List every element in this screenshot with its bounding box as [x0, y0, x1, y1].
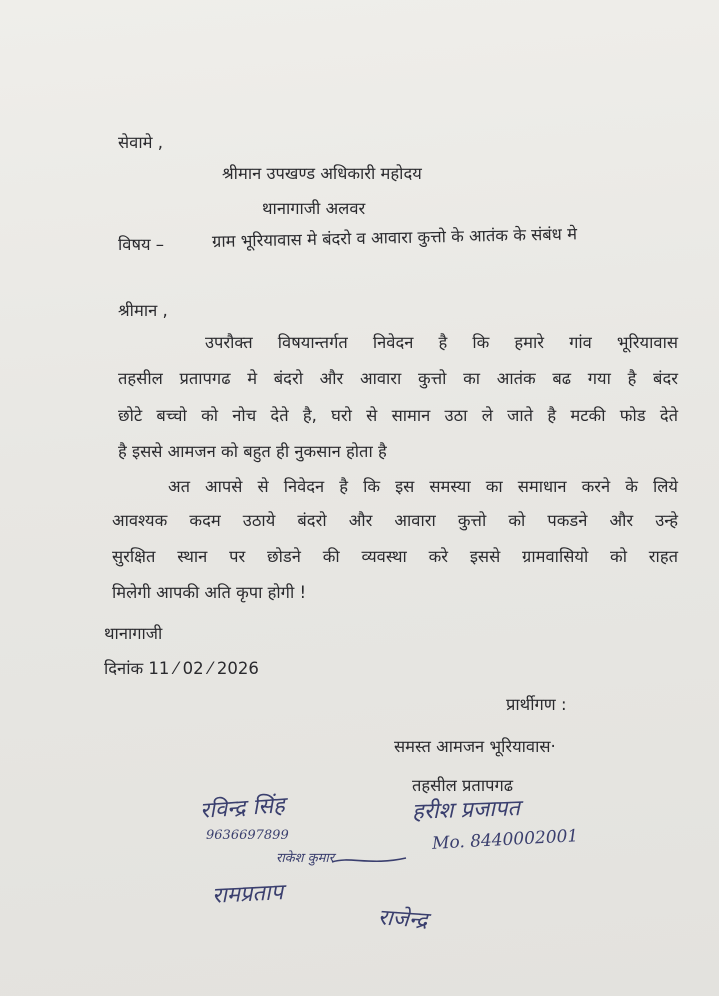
date: दिनांक 11 ⁄ 02 ⁄ 2026: [104, 659, 259, 678]
signature-underline: [330, 850, 410, 870]
paragraph-1-line-2: तहसील प्रतापगढ मे बंदरो और आवारा कुत्तो का आतंक बढ गया है बंदर: [118, 369, 678, 388]
signature-2-phone: Mo. 8440002001: [431, 826, 579, 854]
signature-2-name: हरीश प्रजापत: [411, 796, 521, 825]
recipient-line-2: थानागाजी अलवर: [262, 199, 366, 218]
signoff-line-2: समस्त आमजन भूरियावास·: [394, 737, 556, 756]
signature-1-phone: 9636697899: [206, 828, 289, 843]
greeting: श्रीमान ,: [118, 301, 168, 320]
paragraph-1-line-4: है इससे आमजन को बहुत ही नुकसान होता है: [118, 442, 387, 461]
recipient-line-1: श्रीमान उपखण्ड अधिकारी महोदय: [222, 164, 422, 183]
signature-4-name: राजेन्द्र: [377, 905, 429, 934]
paragraph-2-line-4: मिलेगी आपकी अति कृपा होगी !: [112, 583, 307, 602]
place: थानागाजी: [104, 624, 163, 643]
paragraph-1-line-1: उपरौक्त विषयान्तर्गत निवेदन है कि हमारे गांव भूरियावास: [205, 333, 678, 352]
salutation: सेवामे ,: [118, 133, 163, 152]
signature-1-name: रविन्द्र सिंह: [199, 793, 286, 824]
paragraph-2-line-2: आवश्यक कदम उठाये बंदरो और आवारा कुत्तो को पकडने और उन्हे: [112, 511, 678, 530]
subject-label: विषय –: [118, 235, 165, 254]
paragraph-2-line-1: अत आपसे से निवेदन है कि इस समस्या का समाधान करने के लिये: [168, 477, 678, 496]
signoff-line-3: तहसील प्रतापगढ: [412, 776, 514, 795]
signature-1-extra: राकेश कुमार: [276, 851, 335, 866]
subject-text: ग्राम भूरियावास मे बंदरो व आवारा कुत्तो के आतंक के संबंध मे: [211, 224, 578, 251]
signoff-line-1: प्रार्थीगण :: [506, 695, 567, 714]
signature-3-name: रामप्रताप: [211, 880, 284, 909]
paragraph-1-line-3: छोटे बच्चो को नोच देते है, घरो से सामान उठा ले जाते है मटकी फोड देते: [118, 406, 678, 425]
paragraph-2-line-3: सुरक्षित स्थान पर छोडने की व्यवस्था करे इससे ग्रामवासियो को राहत: [112, 547, 678, 566]
